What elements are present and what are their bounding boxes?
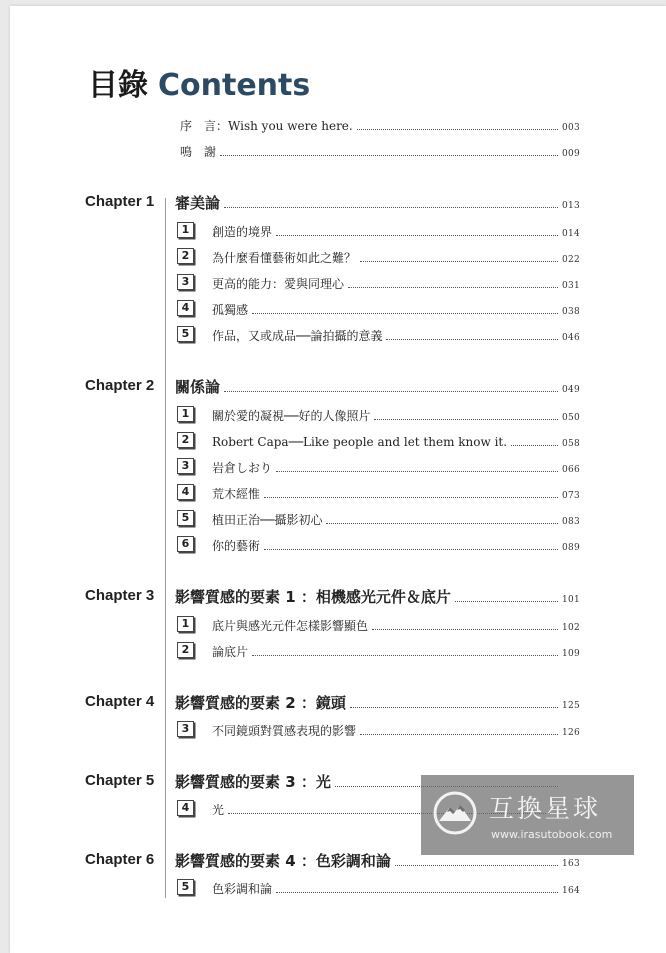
section-number-box: 3 [177,721,194,737]
watermark-url: www.irasutobook.com [491,828,613,841]
entry-page: 089 [562,543,581,553]
watermark-overlay [421,775,634,855]
chapter-title: 影響質感的要素 1 ：相機感光元件＆底片 [175,588,451,606]
section-number-box: 2 [177,432,194,448]
entry-page: 102 [562,623,581,633]
chapter-title: 關係論 [175,378,221,396]
entry-page: 022 [562,255,581,265]
entry-text: 孤獨感 [212,303,249,317]
entry-text: 岩倉しおり [212,461,273,475]
chapter-1-heading[interactable] [10,191,666,213]
entry-page: 073 [562,491,581,501]
chapter-label: Chapter 4 [85,693,155,710]
leader-dots [276,471,558,472]
chapter-3-heading[interactable] [10,585,666,607]
chapter-title: 影響質感的要素 4 ：色彩調和論 [175,852,391,870]
page-title [88,66,310,106]
front-matter-acknowledgements[interactable] [10,139,666,161]
section-number-box: 5 [177,510,194,526]
entry-text: 色彩調和論 [212,882,273,896]
entry-text: 論底片 [212,645,249,659]
chapter-label: Chapter 2 [85,377,155,394]
entry-text: 荒木經惟 [212,487,261,501]
leader-dots [395,865,558,866]
entry-page: 164 [562,886,581,896]
leader-dots [455,601,558,602]
entry-text: 關於愛的凝視──好的人像照片 [212,409,371,423]
toc-entry[interactable] [10,455,666,477]
section-number-box: 4 [177,800,194,816]
leader-dots [224,391,558,392]
section-number-box: 4 [177,300,194,316]
leader-dots [276,235,558,236]
entry-page: 003 [562,123,581,133]
title-zh: 目錄 [88,68,148,103]
section-number-box: 5 [177,879,194,895]
entry-text: 光 [212,803,225,817]
section-number-box: 5 [177,326,194,342]
leader-dots [276,892,558,893]
chapter-title: 審美論 [175,194,221,212]
leader-dots [511,445,558,446]
entry-text: 更高的能力：愛與同理心 [212,277,345,291]
chapter-page: 163 [562,859,581,869]
toc-entry[interactable] [10,219,666,241]
chapter-page: 049 [562,385,581,395]
section-number-box: 4 [177,484,194,500]
entry-page: 050 [562,413,581,423]
entry-page: 058 [562,439,581,449]
toc-entry[interactable] [10,876,666,898]
entry-text: 創造的境界 [212,225,273,239]
leader-dots [252,313,558,314]
leader-dots [374,419,558,420]
toc-entry[interactable] [10,245,666,267]
entry-text: 不同鏡頭對質感表現的影響 [212,724,357,738]
section-number-box: 2 [177,642,194,658]
entry-text: 鳴 謝 [180,145,217,159]
leader-dots [357,129,558,130]
leader-dots [252,655,558,656]
leader-dots [386,339,558,340]
chapter-label: Chapter 5 [85,772,155,789]
entry-page: 031 [562,281,581,291]
leader-dots [264,549,558,550]
entry-text: 底片與感光元件怎樣影響顯色 [212,619,369,633]
section-number-box: 1 [177,616,194,632]
toc-entry[interactable] [10,429,666,451]
mountain-logo-icon [433,791,477,835]
leader-dots [372,629,558,630]
chapter-label: Chapter 6 [85,851,155,868]
toc-entry[interactable] [10,403,666,425]
section-number-box: 6 [177,536,194,552]
leader-dots [264,497,558,498]
entry-text: 作品，又或成品──論拍攝的意義 [212,329,383,343]
leader-dots [360,734,558,735]
leader-dots [220,155,558,156]
chapter-label: Chapter 1 [85,193,155,210]
toc-entry[interactable] [10,507,666,529]
section-number-box: 3 [177,458,194,474]
entry-text: Robert Capa──Like people and let them know it. [212,435,508,449]
front-matter-preface[interactable] [10,113,666,135]
title-en: Contents [158,68,311,103]
leader-dots [360,261,558,262]
chapter-title: 影響質感的要素 2 ：鏡頭 [175,694,346,712]
entry-page: 109 [562,649,581,659]
entry-page: 009 [562,149,581,159]
entry-text: 為什麼看懂藝術如此之難？ [212,251,357,265]
chapter-page: 101 [562,595,581,605]
entry-text: 序 言：Wish you were here. [180,119,353,133]
chapter-title: 影響質感的要素 3 ：光 [175,773,331,791]
toc-entry[interactable] [10,718,666,740]
chapter-label: Chapter 3 [85,587,155,604]
entry-page: 046 [562,333,581,343]
section-number-box: 1 [177,222,194,238]
chapter-page: 013 [562,201,581,211]
section-number-box: 3 [177,274,194,290]
toc-entry[interactable] [10,323,666,345]
entry-page: 066 [562,465,581,475]
entry-text: 植田正治──攝影初心 [212,513,323,527]
section-number-box: 2 [177,248,194,264]
toc-entry[interactable] [10,533,666,555]
chapter-page: 125 [562,701,581,711]
entry-page: 038 [562,307,581,317]
toc-entry[interactable] [10,271,666,293]
chapter-4-heading[interactable] [10,691,666,713]
leader-dots [224,207,558,208]
watermark-name: 互換星球 [489,794,602,823]
leader-dots [348,287,558,288]
section-number-box: 1 [177,406,194,422]
entry-page: 014 [562,229,581,239]
toc-entry[interactable] [10,639,666,661]
chapter-2-heading[interactable] [10,375,666,397]
entry-page: 083 [562,517,581,527]
toc-entry[interactable] [10,481,666,503]
leader-dots [350,707,558,708]
leader-dots [326,523,558,524]
toc-entry[interactable] [10,613,666,635]
toc-entry[interactable] [10,297,666,319]
entry-page: 126 [562,728,581,738]
entry-text: 你的藝術 [212,539,261,553]
